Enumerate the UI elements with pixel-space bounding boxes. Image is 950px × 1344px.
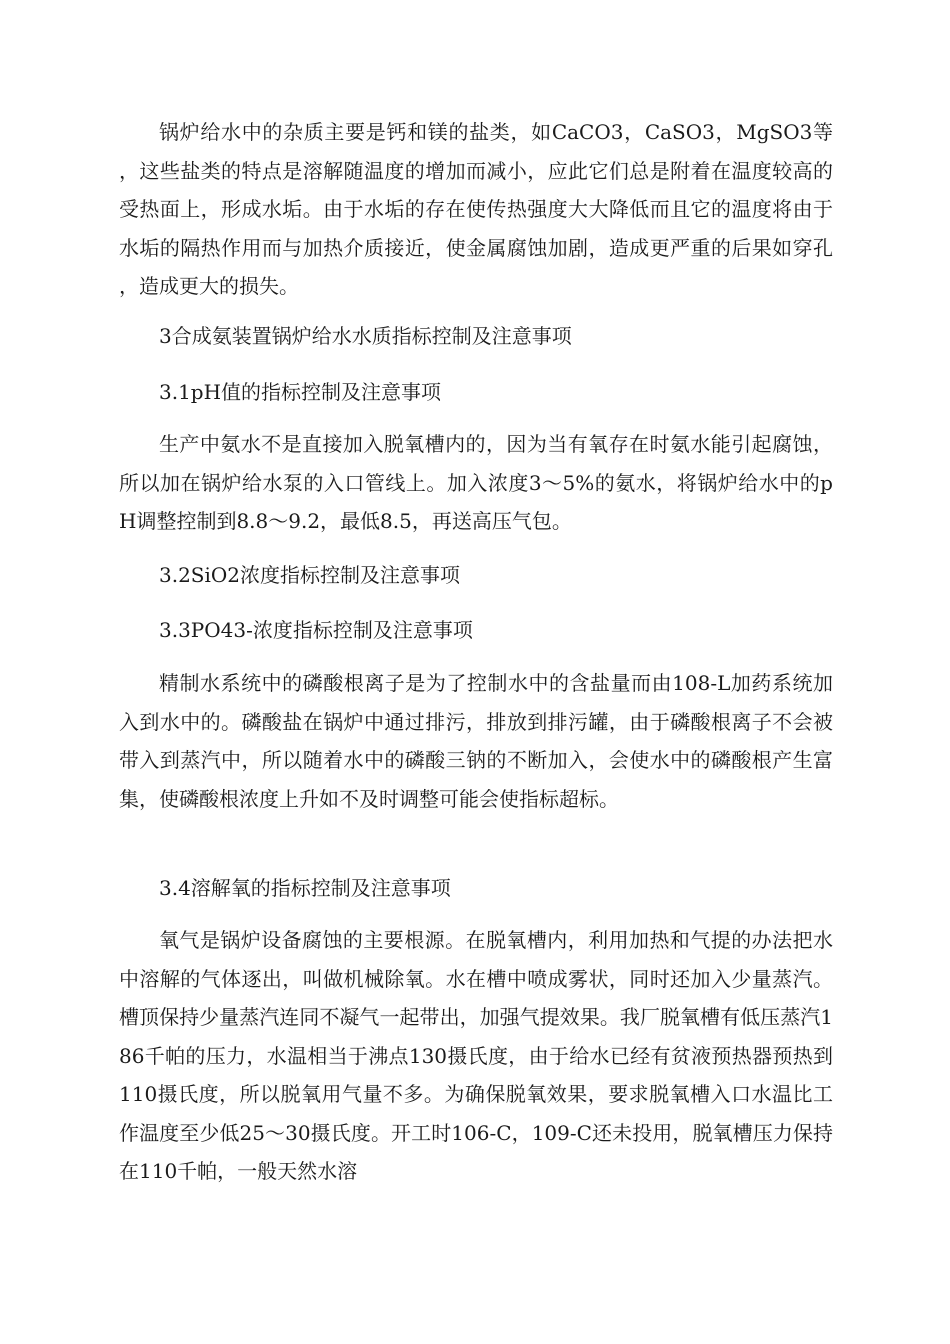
paragraph-phosphate: 精制水系统中的磷酸根离子是为了控制水中的含盐量而由108-L加药系统加入到水中的。磷酸盐在锅炉中通过排污，排放到排污罐，由于磷酸根离子不会被带入到蒸汽中，所以随着水中的磷酸三钠的不断加入，会使水中的磷酸根产生富集，使磷酸根浓度上升如不及时调整可能会使指标超标。 <box>119 671 833 811</box>
section-heading-3-4: 3.4溶解氧的指标控制及注意事项 <box>159 876 451 900</box>
section-heading-3: 3合成氨装置锅炉给水水质指标控制及注意事项 <box>159 324 572 348</box>
paragraph-dissolved-oxygen: 氧气是锅炉设备腐蚀的主要根源。在脱氧槽内，利用加热和气提的办法把水中溶解的气体逐出，叫做机械除氧。水在槽中喷成雾状，同时还加入少量蒸汽。槽顶保持少量蒸汽连同不凝气一起带出，加强气提效果。我厂脱氧槽有低压蒸汽186千帕的压力，水温相当于沸点130摄氏度，由于给水已经有贫液预热器预热到110摄氏度，所以脱氧用气量不多。为确保脱氧效果，要求脱氧槽入口水温比工作温度至少低25～30摄氏度。开工时106-C，109-C还未投用，脱氧槽压力保持在110千帕，一般天然水溶 <box>119 928 833 1183</box>
paragraph-scale-formation: 锅炉给水中的杂质主要是钙和镁的盐类，如CaCO3，CaSO3，MgSO3等，这些盐类的特点是溶解随温度的增加而减小，应此它们总是附着在温度较高的受热面上，形成水垢。由于水垢的存在使传热强度大大降低而且它的温度将由于水垢的隔热作用而与加热介质接近，使金属腐蚀加剧，造成更严重的后果如穿孔，造成更大的损失。 <box>119 120 833 298</box>
section-heading-3-3: 3.3PO43-浓度指标控制及注意事项 <box>159 618 473 642</box>
section-heading-3-1: 3.1pH值的指标控制及注意事项 <box>159 380 442 404</box>
paragraph-ph-control: 生产中氨水不是直接加入脱氧槽内的，因为当有氧存在时氨水能引起腐蚀，所以加在锅炉给水泵的入口管线上。加入浓度3～5%的氨水，将锅炉给水中的pH调整控制到8.8～9.2，最低8.5，再送高压气包。 <box>119 432 833 533</box>
section-heading-3-2: 3.2SiO2浓度指标控制及注意事项 <box>159 563 461 587</box>
